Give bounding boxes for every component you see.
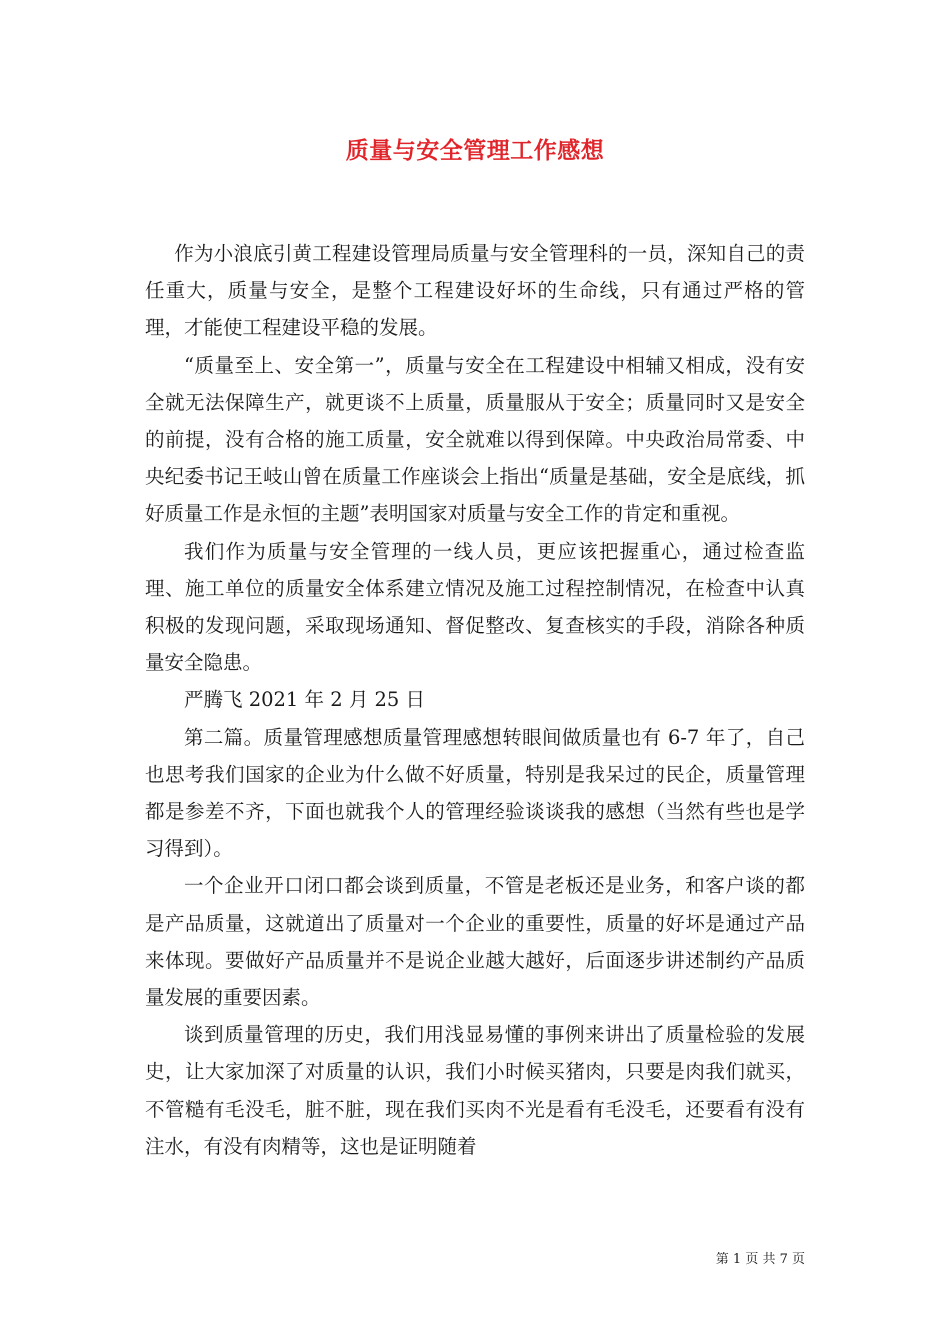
paragraph-6: 谈到质量管理的历史，我们用浅显易懂的事例来讲出了质量检验的发展史，让大家加深了对质量的认识，我们小时候买猪肉，只要是肉我们就买，不管糙有毛没毛，脏不脏，现在我们买肉不光是看有毛没毛，还要看有没有注水，有没有肉精等，这也是证明随着	[145, 1023, 805, 1158]
signature-date: 严腾飞 2021 年 2 月 25 日	[184, 688, 426, 712]
paragraph-2: “质量至上、安全第一”，质量与安全在工程建设中相辅又相成，没有安全就无法保障生产，就更谈不上质量，质量服从于安全；质量同时又是安全的前提，没有合格的施工质量，安全就难以得到保障。中央政治局常委、中央纪委书记王岐山曾在质量工作座谈会上指出“质量是基础，安全是底线，抓好质量工作是永恒的主题”表明国家对质量与安全工作的肯定和重视。	[145, 353, 805, 526]
paragraph-5: 一个企业开口闭口都会谈到质量，不管是老板还是业务，和客户谈的都是产品质量，这就道出了质量对一个企业的重要性，质量的好坏是通过产品来体现。要做好产品质量并不是说企业越大越好，后面逐步讲述制约产品质量发展的重要因素。	[145, 874, 805, 1010]
paragraph-1: 作为小浪底引黄工程建设管理局质量与安全管理科的一员，深知自己的责任重大，质量与安全，是整个工程建设好坏的生命线，只有通过严格的管理，才能使工程建设平稳的发展。	[145, 242, 805, 340]
page-number: 第 1 页 共 7 页	[715, 1252, 805, 1267]
paragraph-4: 第二篇。质量管理感想质量管理感想转眼间做质量也有 6-7 年了，自己也思考我们国家的企业为什么做不好质量，特别是我呆过的民企，质量管理都是参差不齐，下面也就我个人的管理经验谈谈我的感想（当然有些也是学习得到）。	[145, 725, 805, 861]
document-title: 质量与安全管理工作感想	[345, 138, 605, 164]
paragraph-3: 我们作为质量与安全管理的一线人员，更应该把握重心，通过检查监理、施工单位的质量安全体系建立情况及施工过程控制情况，在检查中认真积极的发现问题，采取现场通知、督促整改、复查核实的手段，消除各种质量安全隐患。	[145, 539, 805, 675]
document-body	[145, 235, 805, 1165]
